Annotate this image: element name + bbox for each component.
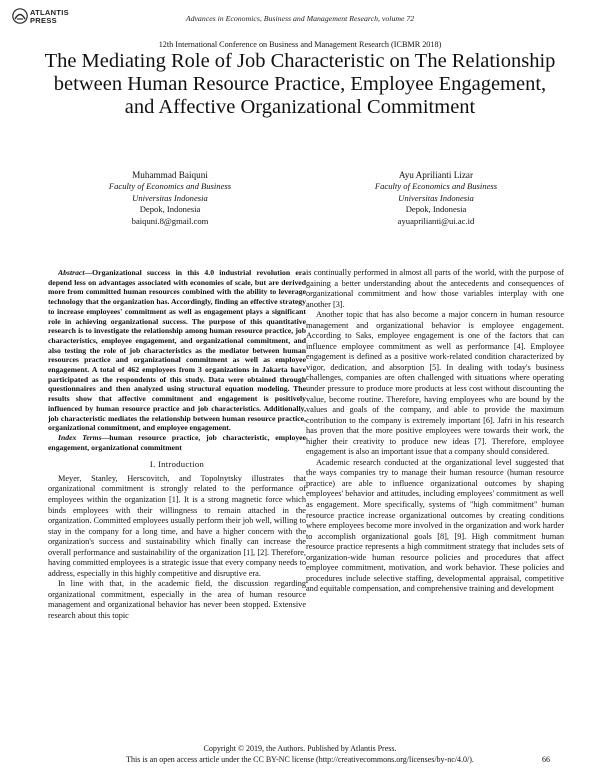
author-block-1 xyxy=(60,170,280,227)
abstract-lead: Abstract xyxy=(58,268,85,277)
logo-text-line1: ATLANTIS xyxy=(30,8,69,17)
body-paragraph: Another topic that has also become a major concern in human resource management and organizational behavior is employee engagement. According to Saks, employee engagement is one of the factors that can influence employee commitment as well as performance [4]. Employee engagement is defined as a positive work-related condition characterized by vigor, dedication, and absorption [5]. In dealing with today's business challenges, companies are often challenged with situations where operating under pressure to produce more products at less cost without discounting the value, become routine. Therefore, having employees who are bound by the values and goals of the company, and able to provide the maximum contribution to the company is extremely important [6]. Jafri in his research has proven that the more positive employees were towards their work, the higher their creativity to produce new ideas [7]. Therefore, employee engagement is also an important issue that a company should considered. xyxy=(306,310,564,457)
conference-line: 12th International Conference on Business and Management Research (ICBMR 2018) xyxy=(158,40,442,49)
index-terms-lead: Index Terms xyxy=(58,432,102,442)
author-email: baiquni.8@gmail.com xyxy=(131,215,209,226)
section-heading-introduction: I. Introduction xyxy=(149,459,205,470)
index-terms-text: —human resource practice, job characteristic, employee engagement, organizational commitment xyxy=(48,432,306,452)
left-column xyxy=(48,268,306,622)
author-name: Muhammad Baiquni xyxy=(132,170,208,180)
body-paragraph: Meyer, Stanley, Herscovitch, and Topolnytsky illustrates that organizational commitment is strongly related to the performance of employees within the organization [1]. It is a strong magnetic force which binds employees with their willingness to remain attached in the organization. Committed employees usually perform their job well, willing to stay in the company for a long time, and have a higher concern with the organization's success and sustainability which finally can increase the overall performance and sustainability of the organization [1], [2]. Therefore, having committed employees is a strategic issue that every company needs to address, especially in this highly competitive and disruptive era. xyxy=(48,473,306,578)
author-institution: Universitas Indonesia xyxy=(132,192,208,203)
author-city: Depok, Indonesia xyxy=(405,204,467,215)
footer-copyright: Copyright © 2019, the Authors. Published by Atlantis Press. xyxy=(203,744,397,753)
author-name: Ayu Aprilianti Lizar xyxy=(398,170,474,180)
body-paragraph: In line with that, in the academic field, the discussion regarding organizational commitment, especially in the area of human resource management and organizational behavior has never been stopped. Extensive research about this topic xyxy=(48,579,306,621)
page-number: 66 xyxy=(542,755,550,764)
abstract xyxy=(48,268,306,433)
footer-license: This is an open access article under the CC BY-NC license (http://creativecommons.org/licenses/by-nc/4.0/). xyxy=(126,755,474,764)
body-paragraph: Academic research conducted at the organizational level suggested that the ways companies try to manage their human resource (human resource practice) are able to influence organizational outcomes by shaping employees' behavior and attitudes, including employees' commitment as well as engagement. More specifically, systems of "high commitment" human resource practice increase organizational outcomes by creating conditions where employees become more involved in the organization and work harder to accomplish organizational goals [8], [9]. High commitment human resource practice represents a high commitment strategy that includes sets of organization-wide human resource policies and procedures that affect employee commitment, motivation, and work behavior. These policies and procedures include selective staffing, developmental appraisal, competitive and equitable compensation, and comprehensive training and development xyxy=(306,457,564,594)
author-block-2 xyxy=(326,170,546,227)
index-terms xyxy=(48,433,306,452)
author-city: Depok, Indonesia xyxy=(139,204,201,215)
body-paragraph: is continually performed in almost all parts of the world, with the purpose of gaining a better understanding about the antecedents and consequences of organizational commitment and how those variables interplay with one another [3]. xyxy=(306,268,564,309)
author-institution: Universitas Indonesia xyxy=(398,192,474,203)
right-column xyxy=(306,268,564,595)
abstract-text: —Organizational success in this 4.0 industrial revolution era depend less on advantages associated with economies of scale, but are derived more from committed human resources combined with the ability to leverage technology that the organization has. Accordingly, finding an effective strategy to increase employees' commitment as well as engagement plays a significant role in achieving organizational success. The purpose of this quantitative research is to investigate the relationship among human resource practice, job characteristics, employee engagement, and organizational commitment, and also testing the role of job characteristics as the mediator between human resources practice and organizational commitment as well as employee engagement. A total of 462 employees from 3 organizations in Jakarta have participated as the respondents of this study. Data were obtained through questionnaires and then analyzed using structural equation modeling. The results show that affective commitment and engagement is positively influenced by human resource practice and job characteristics. Additionally, job characteristic mediates the relationship between human resource practice, organizational commitment, and employee engagement. xyxy=(48,268,306,433)
author-affiliation: Faculty of Economics and Business xyxy=(374,181,498,192)
author-email: ayuaprilianti@ui.ac.id xyxy=(397,215,475,226)
running-head: Advances in Economics, Business and Management Research, volume 72 xyxy=(185,14,415,23)
author-affiliation: Faculty of Economics and Business xyxy=(108,181,232,192)
logo-text-line2: PRESS xyxy=(30,16,57,25)
paper-title: The Mediating Role of Job Characteristic on The Relationship between Human Resource Practice, Employee Engagement, and Affective Organizational Commitment xyxy=(44,50,556,118)
